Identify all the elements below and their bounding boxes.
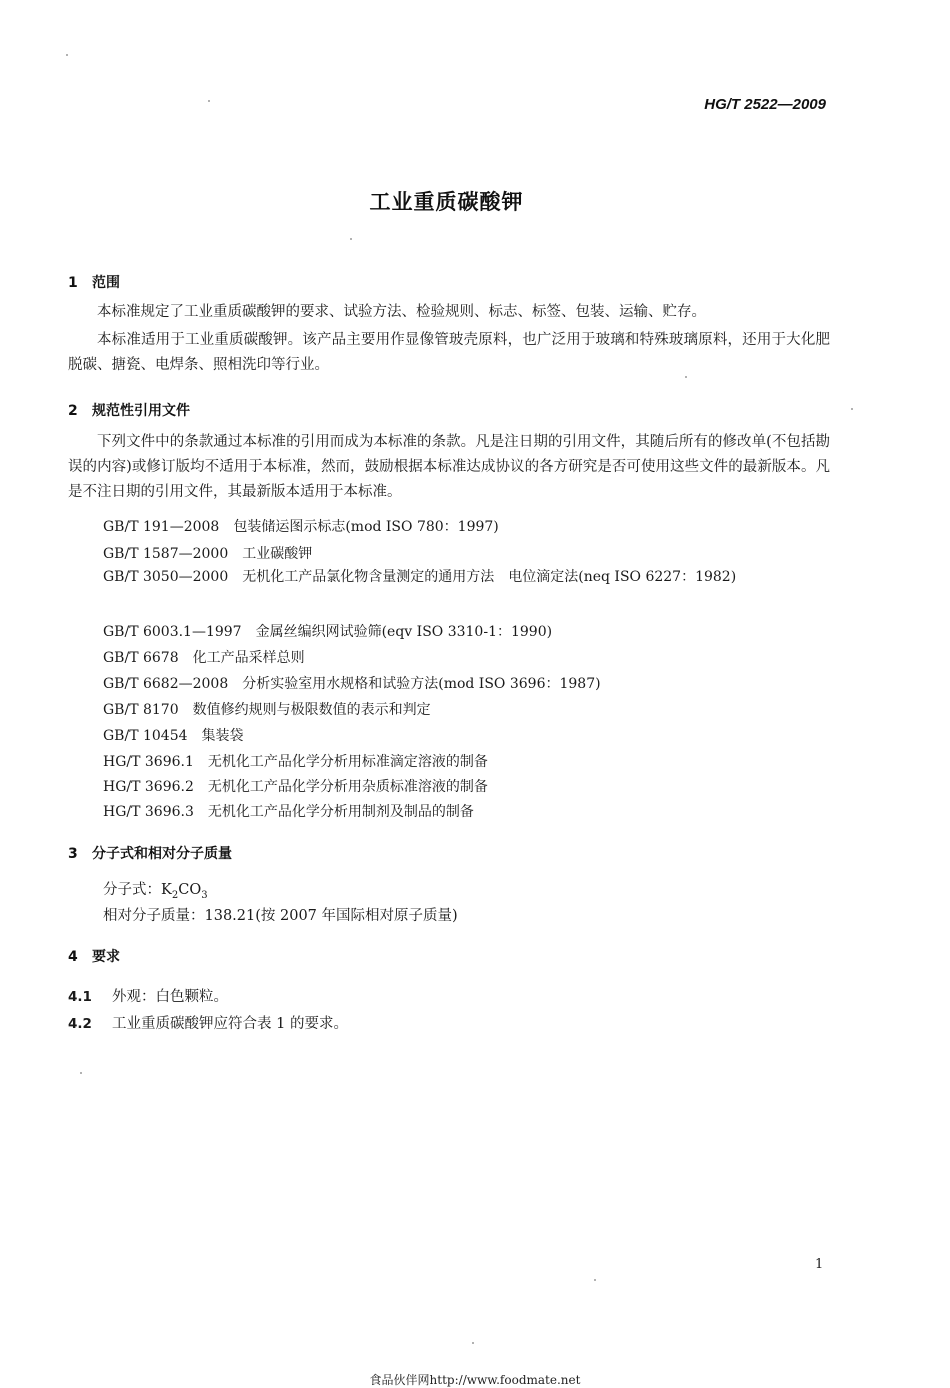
reference-item <box>103 801 474 821</box>
reference-item <box>103 673 601 693</box>
section-number: 1 <box>68 275 78 291</box>
section-title: 要求 <box>92 949 120 965</box>
clause-text: 工业重质碳酸钾应符合表 1 的要求。 <box>112 1016 348 1032</box>
section-1-paragraph-2: 本标准适用于工业重质碳酸钾。该产品主要用作显像管玻壳原料，也广泛用于玻璃和特殊玻璃原料，还用于大化肥脱碳、搪瓷、电焊条、照相洗印等行业。 <box>68 332 830 373</box>
clause-text: 外观：白色颗粒。 <box>112 989 228 1005</box>
formula-label: 分子式： <box>103 882 161 898</box>
formula-k: K <box>161 882 172 898</box>
section-number: 3 <box>68 846 78 862</box>
reference-title: 无机化工产品氯化物含量测定的通用方法 电位滴定法(neq ISO 6227：1982) <box>242 569 737 585</box>
scan-speck <box>594 1279 596 1281</box>
section-1-paragraph-1: 本标准规定了工业重质碳酸钾的要求、试验方法、检验规则、标志、标签、包装、运输、贮存。 <box>97 304 706 320</box>
scan-speck <box>350 238 352 240</box>
reference-title: 包装储运图示标志(mod ISO 780：1997) <box>233 519 499 535</box>
reference-code: GB/T 6678 <box>103 650 179 666</box>
reference-title: 化工产品采样总则 <box>192 650 305 666</box>
scan-speck <box>472 1342 474 1344</box>
section-title: 规范性引用文件 <box>92 403 190 419</box>
formula-co: CO <box>178 882 202 898</box>
section-3-heading <box>68 843 232 863</box>
clause-4-2 <box>68 1012 348 1033</box>
reference-title: 金属丝编织网试验筛(eqv ISO 3310-1：1990) <box>255 624 553 640</box>
reference-code: HG/T 3696.1 <box>103 754 194 770</box>
reference-title: 工业碳酸钾 <box>242 546 313 562</box>
section-2-intro: 下列文件中的条款通过本标准的引用而成为本标准的条款。凡是注日期的引用文件，其随后所有的修改单(不包括勘误的内容)或修订版均不适用于本标准，然而，鼓励根据本标准达成协议的各方研究是否可使用这些文件的最新版本。凡是不注日期的引用文件，其最新版本适用于本标准。 <box>68 434 830 500</box>
section-title: 分子式和相对分子质量 <box>92 846 232 862</box>
formula-k-subscript: 2 <box>171 889 179 901</box>
standard-code: HG/T 2522—2009 <box>704 96 826 113</box>
reference-code: GB/T 3050—2000 <box>103 569 229 585</box>
clause-number: 4.2 <box>68 1016 92 1032</box>
section-number: 2 <box>68 403 78 419</box>
reference-title: 无机化工产品化学分析用标准滴定溶液的制备 <box>207 754 488 770</box>
footer-watermark: 食品伙伴网http://www.foodmate.net <box>369 1373 581 1387</box>
reference-title: 无机化工产品化学分析用杂质标准溶液的制备 <box>207 779 488 795</box>
reference-code: GB/T 10454 <box>103 728 188 744</box>
page-number: 1 <box>815 1257 824 1272</box>
reference-code: HG/T 3696.3 <box>103 804 194 820</box>
section-1-heading <box>68 272 120 292</box>
scan-speck <box>66 54 68 56</box>
reference-item <box>103 725 244 745</box>
reference-code: HG/T 3696.2 <box>103 779 194 795</box>
reference-item <box>103 647 305 667</box>
scan-speck <box>208 100 210 102</box>
clause-number: 4.1 <box>68 989 92 1005</box>
document-title: 工业重质碳酸钾 <box>369 190 524 214</box>
reference-item <box>103 699 431 719</box>
reference-item <box>103 621 552 641</box>
reference-title: 分析实验室用水规格和试验方法(mod ISO 3696：1987) <box>242 676 601 692</box>
reference-item <box>103 776 488 796</box>
molecular-formula <box>103 878 208 901</box>
reference-title: 集装袋 <box>201 728 244 744</box>
formula-o-subscript: 3 <box>201 889 208 901</box>
reference-item <box>103 751 488 771</box>
reference-code: GB/T 8170 <box>103 702 179 718</box>
scan-speck <box>80 1072 82 1074</box>
reference-code: GB/T 6682—2008 <box>103 676 229 692</box>
reference-code: GB/T 1587—2000 <box>103 546 229 562</box>
reference-title: 数值修约规则与极限数值的表示和判定 <box>192 702 431 718</box>
section-title: 范围 <box>92 275 120 291</box>
scan-speck <box>685 376 687 378</box>
clause-4-1 <box>68 985 228 1006</box>
section-number: 4 <box>68 949 78 965</box>
reference-title: 无机化工产品化学分析用制剂及制品的制备 <box>207 804 474 820</box>
reference-item <box>68 564 830 590</box>
molecular-mass: 相对分子质量：138.21(按 2007 年国际相对原子质量) <box>103 908 458 924</box>
scan-speck <box>851 408 853 410</box>
reference-code: GB/T 6003.1—1997 <box>103 624 242 640</box>
reference-item <box>103 543 312 563</box>
section-4-heading <box>68 946 120 966</box>
reference-item <box>103 516 499 536</box>
section-2-heading <box>68 400 190 420</box>
reference-code: GB/T 191—2008 <box>103 519 220 535</box>
